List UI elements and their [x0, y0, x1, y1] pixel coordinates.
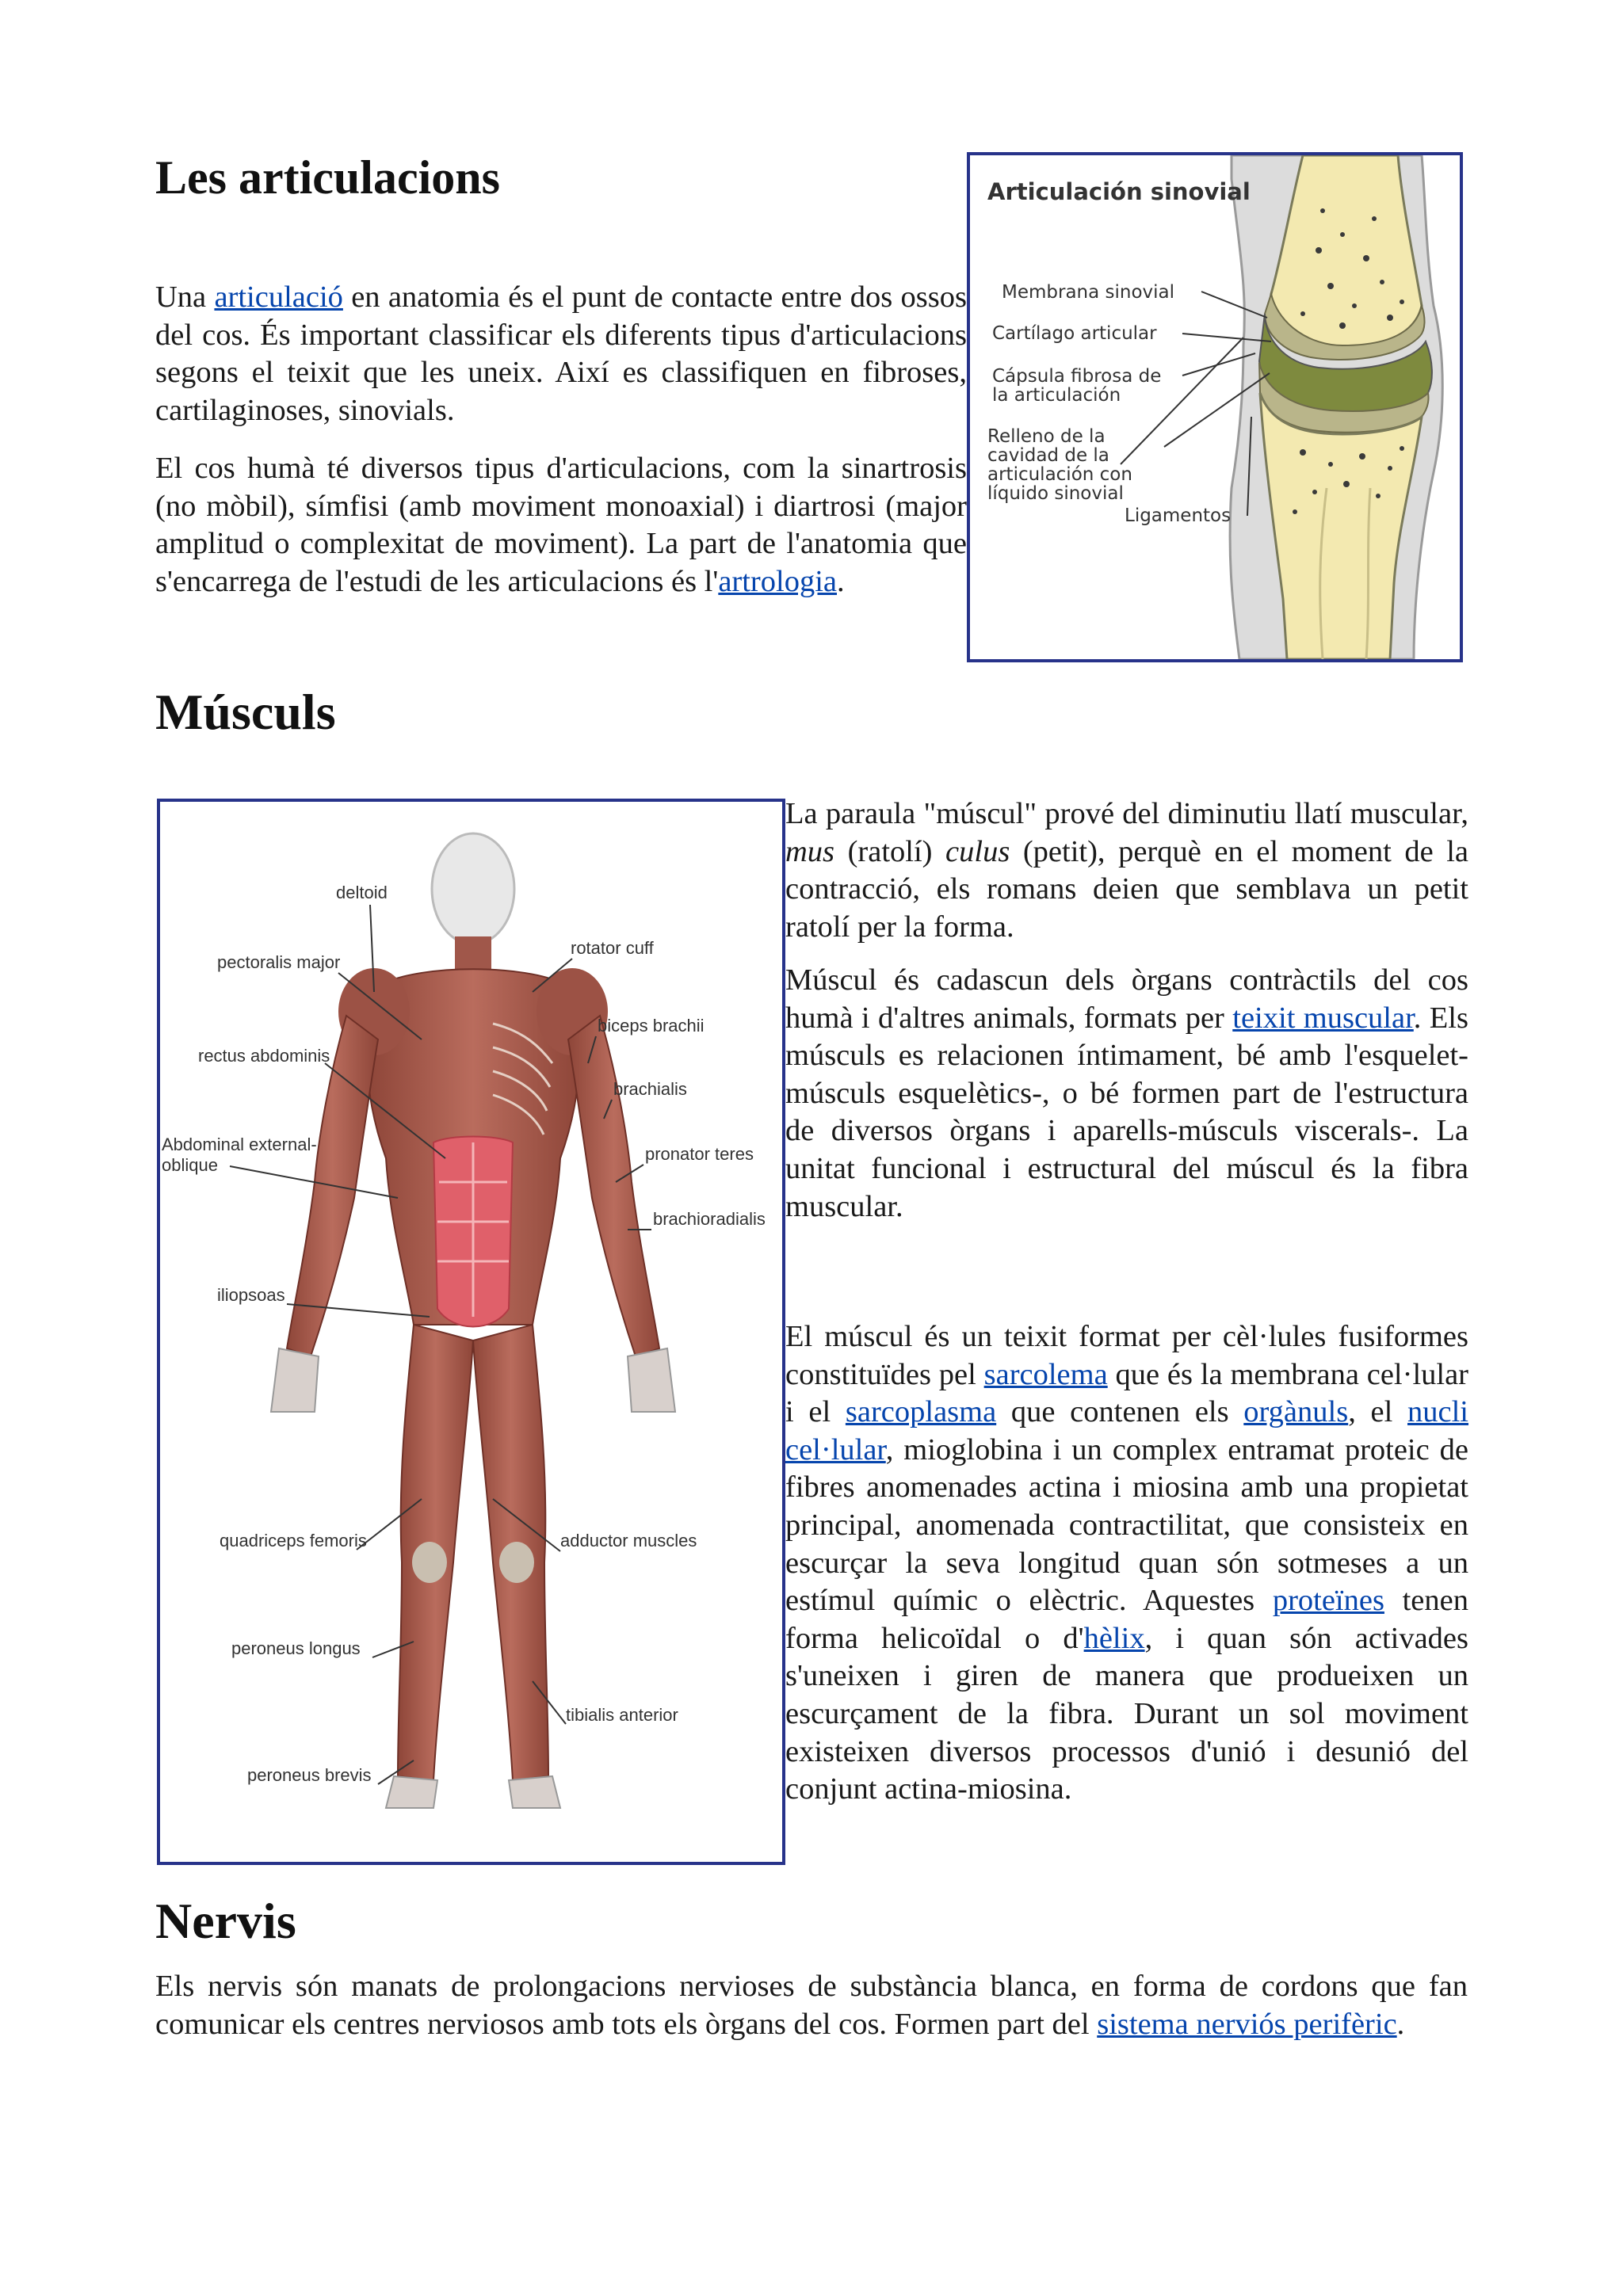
label-relleno-3: articulación con [987, 464, 1132, 485]
label-capsula-fibrosa-2: la articulación [992, 385, 1121, 406]
label-ligamentos: Ligamentos [1125, 505, 1232, 526]
link-proteines[interactable]: proteïnes [1272, 1584, 1384, 1618]
label-abdominal-external-2: oblique [162, 1155, 218, 1175]
link-helix[interactable]: hèlix [1083, 1621, 1145, 1655]
label-relleno-2: cavidad de la [987, 445, 1109, 466]
label-pectoralis-major: pectoralis major [217, 952, 341, 972]
label-relleno-1: Relleno de la [987, 426, 1106, 447]
label-rectus-abdominis: rectus abdominis [198, 1046, 330, 1066]
heading-articulacions: Les articulacions [155, 151, 500, 204]
label-peroneus-longus: peroneus longus [231, 1638, 361, 1658]
link-articulacio[interactable]: articulació [214, 280, 343, 314]
human-muscles-illustration [160, 802, 782, 1862]
label-rotator-cuff: rotator cuff [571, 938, 654, 958]
paragraph-muscul-definition: Múscul és cadascun dels òrgans contràctils del cos humà i d'altres animals, formats per teixit muscular. Els músculs es relacionen íntimament, bé amb l'esquelet-músculs esquelètics-, o bé formen part de l'estructura de diversos òrgans i aparells-músculs viscerals-. La unitat funcional i estructural del múscul és la fibra muscular. [785, 963, 1468, 1223]
label-membrana-sinovial: Membrana sinovial [1002, 282, 1175, 303]
label-quadriceps-femoris: quadriceps femoris [220, 1531, 367, 1550]
link-organuls[interactable]: orgànuls [1243, 1395, 1349, 1429]
paragraph-articulacio-definition: Una articulació en anatomia és el punt de contacte entre dos ossos del cos. És important classificar els diferents tipus d'articulacions segons el teixit que les uneix. Així es classifiquen en fibroses, cartilaginoses, sinovials. [155, 280, 967, 427]
paragraph-muscul-etymology: La paraula "múscul" prové del diminutiu llatí muscular, mus (ratolí) culus (petit), perquè en el moment de la contracció, els romans deien que semblava un petit ratolí per la forma. [785, 797, 1468, 944]
label-adductor-muscles: adductor muscles [560, 1531, 697, 1550]
label-iliopsoas: iliopsoas [217, 1285, 285, 1305]
label-pronator-teres: pronator teres [645, 1144, 754, 1164]
link-sarcolema[interactable]: sarcolema [983, 1357, 1108, 1391]
label-abdominal-external-1: Abdominal external- [162, 1135, 317, 1154]
label-deltoid: deltoid [336, 883, 388, 902]
paragraph-articulacions-types: El cos humà té diversos tipus d'articulacions, com la sinartrosis (no mòbil), símfisi (amb moviment monoaxial) i diartrosi (major amplitud o complexitat de moviment). La part de l'anatomia que s'encarrega de l'estudi de les articulacions és l'artrologia. [155, 452, 967, 598]
heading-nervis: Nervis [155, 1893, 296, 1949]
paragraph-nervis-definition: Els nervis són manats de prolongacions nervioses de substància blanca, en forma de cordons que fan comunicar els centres nerviosos amb tots els òrgans del cos. Formen part del sistema nerviós perifèric. [155, 1970, 1468, 2041]
label-tibialis-anterior: tibialis anterior [566, 1705, 678, 1725]
link-artrologia[interactable]: artrologia [718, 564, 837, 598]
synovial-joint-illustration [970, 155, 1460, 659]
link-sistema-nervios-periferic[interactable]: sistema nerviós perifèric [1097, 2007, 1397, 2041]
label-capsula-fibrosa-1: Cápsula fibrosa de [992, 366, 1162, 387]
label-brachioradialis: brachioradialis [653, 1209, 766, 1229]
link-teixit-muscular[interactable]: teixit muscular [1232, 1001, 1414, 1035]
link-sarcoplasma[interactable]: sarcoplasma [845, 1395, 997, 1429]
label-biceps-brachii: biceps brachii [598, 1016, 705, 1035]
synovial-figure-title: Articulación sinovial [987, 178, 1251, 205]
label-relleno-4: líquido sinovial [987, 483, 1124, 504]
label-cartilago-articular: Cartílago articular [992, 323, 1157, 344]
heading-musculs: Músculs [155, 684, 336, 740]
label-peroneus-brevis: peroneus brevis [247, 1765, 372, 1785]
figure-synovial-joint [967, 152, 1463, 662]
label-brachialis: brachialis [613, 1079, 687, 1099]
paragraph-muscul-structure: El múscul és un teixit format per cèl·lules fusiformes constituïdes pel sarcolema que és la membrana cel·lular i el sarcoplasma que contenen els orgànuls, el nucli cel·lular, mioglobina i un complex entramat proteic de fibres anomenades actina i miosina amb una propietat principal, anomenada contractilitat, que consisteix en escurçar la seva longitud quan són sotmeses a un estímul químic o elèctric. Aquestes proteïnes tenen forma helicoïdal o d'hèlix, i quan són activades s'uneixen i giren de manera que produeixen un escurçament de la fibra. Durant un sol moviment existeixen diversos processos d'unió i desunió del conjunt actina-miosina. [785, 1320, 1469, 1806]
figure-human-muscles [157, 799, 785, 1865]
link-nucli-cellular[interactable]: nucli cel·lular [785, 1395, 1468, 1466]
